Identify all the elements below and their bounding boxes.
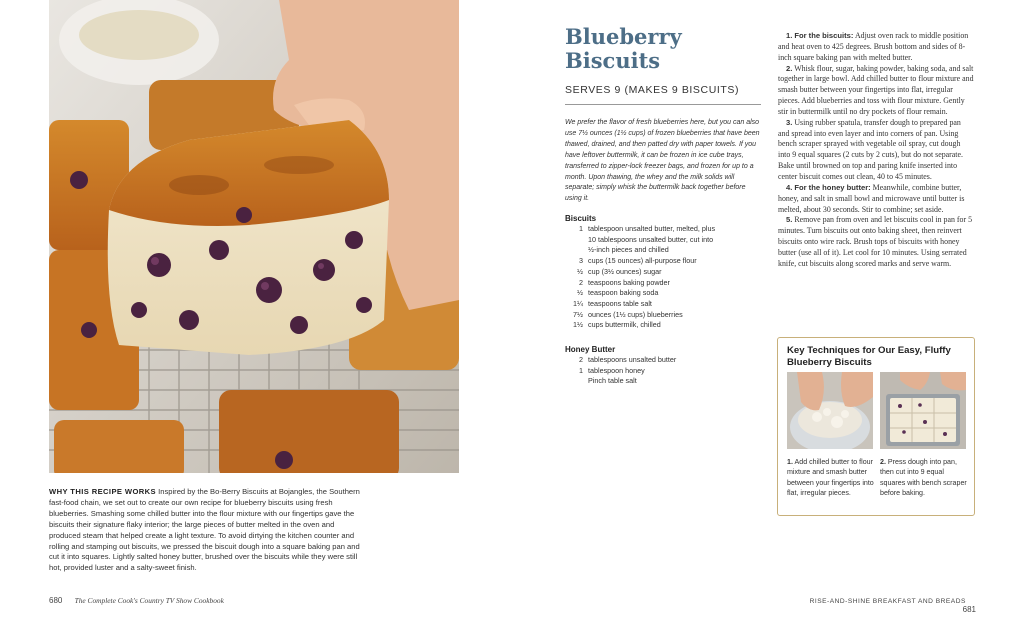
step-1: 1. For the biscuits: Adjust oven rack to middle position and heat oven to 425 degrees. Brush bottom and sides of 8-inch square baking pan with melted butter. <box>778 31 969 62</box>
ingredient-row: ½-inch pieces and chilled <box>588 245 669 255</box>
ingredient-row: 2 tablespoons unsalted butter <box>579 355 677 364</box>
ingredient-row: 2 teaspoons baking powder <box>579 277 670 287</box>
right-page-number: 681 <box>962 605 976 614</box>
technique-caption-1: 1. Add chilled butter to flour mixture and smash butter between your fingertips into flat, irregular pieces. <box>787 458 874 498</box>
why-heading: WHY THIS RECIPE WORKS <box>49 487 156 496</box>
ingredient-row: ½ teaspoon baking soda <box>577 288 659 298</box>
step-5: 5. Remove pan from oven and let biscuits cool in pan for 5 minutes. Turn biscuits out onto baking sheet, then reinvert biscuits onto wire rack. Brush tops of biscuits with honey butter (use all of it). Let cool for 10 minutes. Using serrated knife, cut biscuits along scored marks and serve warm. <box>778 215 973 268</box>
honey-butter-ingredients <box>565 345 765 387</box>
ingredient-row: 7½ ounces (1½ cups) blueberries <box>573 309 683 319</box>
recipe-title <box>565 25 765 73</box>
step-2: 2. Whisk flour, sugar, baking powder, baking soda, and salt together in large bowl. Add chilled butter to flour mixture and smash butter between your fingertips into flat, irregular pieces. Add blueberries and toss with flour mixture. Gently stir in buttermilk until no dry pockets of flour remain. <box>778 63 974 116</box>
chapter-title: RISE-AND-SHINE BREAKFAST AND BREADS <box>809 598 966 605</box>
biscuits-ingredients <box>565 214 765 331</box>
recipe-intro: We prefer the flavor of fresh blueberries here, but you can also use 7½ ounces (1½ cups) of frozen blueberries that have been thawed, drained, and then patted dry with paper towels. If you have leftover buttermilk, it can be frozen in ice cube trays, transferred to zipper-lock freezer bags, and frozen for up to a month. Upon thawing, the whey and the milk solids will separate; simply whisk the buttermilk back together before using it. <box>565 119 760 203</box>
left-page-number: 680 <box>49 596 63 605</box>
blueberry-biscuit-photo <box>49 0 459 473</box>
step-3: 3. Using rubber spatula, transfer dough to prepared pan and spread into even layer and into corners of pan. Using bench scraper sprayed with vegetable oil spray, cut dough into 9 equal squares (2 cuts by 2 cuts), but do not separate. Bake until browned on top and paring knife inserted into center biscuit comes out clean, 40 to 45 minutes. <box>778 117 963 181</box>
ingredient-row: Pinch table salt <box>588 376 637 386</box>
left-footer <box>49 596 224 605</box>
ingredient-row: 3 cups (15 ounces) all-purpose flour <box>579 256 697 266</box>
honey-ingredient-list <box>565 355 765 387</box>
ingredient-row: ½ cup (3½ ounces) sugar <box>577 266 662 276</box>
technique-photo-press-dough <box>880 372 966 449</box>
ingredient-row: 1 tablespoon honey <box>579 365 645 375</box>
serves-line: SERVES 9 (MAKES 9 BISCUITS) <box>565 84 740 96</box>
step-4: 4. For the honey butter: Meanwhile, combine butter, honey, and salt in small bowl and microwave until butter is melted, about 30 seconds. Stir to combine; set aside. <box>778 182 965 214</box>
key-techniques-heading: Key Techniques for Our Easy, Fluffy Blueberry Biscuits <box>787 345 951 368</box>
technique-caption-2: 2. Press dough into pan, then cut into 9 equal squares with bench scraper before baking. <box>880 458 967 498</box>
honey-butter-heading: Honey Butter <box>565 345 616 354</box>
why-text: Inspired by the Bo-Berry Biscuits at Bojangles, the Southern fast-food chain, we set out to create our own recipe for blueberry biscuits using fresh blueberries. Smashing some chilled butter into the flour mixture with our fingertips gave the biscuits their signature flaky interior; the large pieces of butter melted in the oven and produced steam that helped create a light texture. To avoid dirtying the kitchen counter and rolling and stamping out biscuits, we pressed the biscuit dough into a square baking pan and cut it into squares. Lightly salted honey butter, brushed over the biscuits while they were still hot, provided luster and a salty-sweet finish. <box>49 487 360 573</box>
recipe-steps <box>778 31 974 270</box>
recipe-title-line1: Blueberry <box>565 24 682 49</box>
recipe-title-line2: Biscuits <box>565 48 661 73</box>
right-footer <box>800 596 976 614</box>
book-title: The Complete Cook's Country TV Show Cookbook <box>74 596 224 605</box>
biscuits-ingredient-list <box>565 224 765 331</box>
ingredient-row: 1¼ teaspoons table salt <box>573 298 652 308</box>
biscuits-heading: Biscuits <box>565 214 597 223</box>
why-this-recipe-works <box>49 487 361 574</box>
key-techniques-box <box>777 337 975 516</box>
ingredient-row: 10 tablespoons unsalted butter, cut into <box>588 234 714 244</box>
title-divider <box>565 104 761 105</box>
ingredient-row: 1 tablespoon unsalted butter, melted, plus <box>579 224 716 233</box>
ingredient-row: 1½ cups buttermilk, chilled <box>573 320 661 330</box>
technique-photo-smash-butter <box>787 372 873 449</box>
